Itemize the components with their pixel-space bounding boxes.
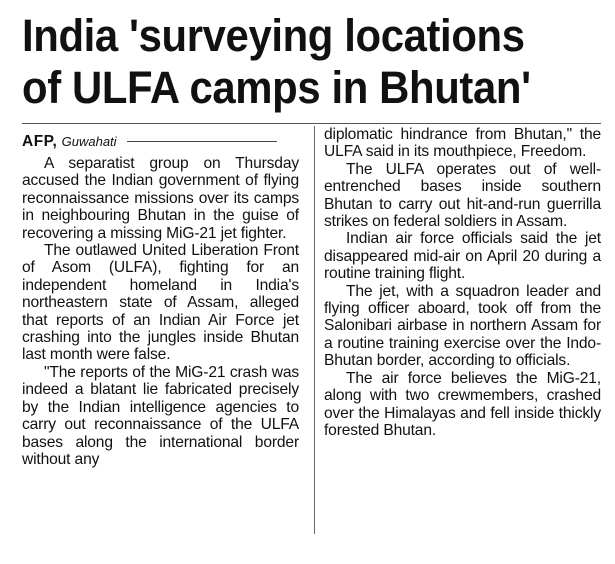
- paragraph: Indian air force officials said the jet disappeared mid-air on April 20 during a routine training flight.: [324, 230, 601, 283]
- byline-place: Guwahati: [61, 134, 117, 149]
- paragraph: The air force believes the MiG-21, along with two crewmembers, crashed over the Himalayas and fell inside thickly forested Bhutan.: [324, 369, 601, 439]
- paragraph: "The reports of the MiG-21 crash was indeed a blatant lie fabricated precisely by the Indian intelligence agencies to carry out reconnaissance of the ULFA bases along the international border without any: [22, 363, 299, 468]
- right-column: [324, 126, 601, 468]
- headline-rule: [22, 123, 601, 124]
- headline: [22, 10, 615, 114]
- byline: [22, 132, 299, 152]
- paragraph: The jet, with a squadron leader and flying officer aboard, took off from the Salonibari airbase in northern Assam for a routine training exercise over the Indo-Bhutan border, according to officials.: [324, 282, 601, 370]
- article-body: [22, 126, 601, 468]
- column-divider: [314, 126, 315, 534]
- paragraph: A separatist group on Thursday accused the Indian government of flying reconnaissance missions over its camps in neighbouring Bhutan in the guise of recovering a missing MiG-21 jet fighter.: [22, 155, 299, 242]
- byline-agency: AFP,: [22, 133, 58, 150]
- left-column: [22, 126, 299, 468]
- headline-line-2: of ULFA camps in Bhutan': [22, 62, 531, 113]
- headline-line-1: India 'surveying locations: [22, 10, 525, 61]
- paragraph: The outlawed United Liberation Front of Asom (ULFA), fighting for an independent homeland in India's northeastern state of Assam, alleged that reports of an Indian Air Force jet crashing into the jungles inside Bhutan last month were false.: [22, 242, 299, 364]
- byline-rule: [127, 141, 277, 142]
- paragraph: The ULFA operates out of well-entrenched bases inside southern Bhutan to carry out hit-and-run guerrilla strikes on federal soldiers in Assam.: [324, 160, 601, 231]
- paragraph: diplomatic hindrance from Bhutan," the ULFA said in its mouthpiece, Freedom.: [324, 126, 601, 161]
